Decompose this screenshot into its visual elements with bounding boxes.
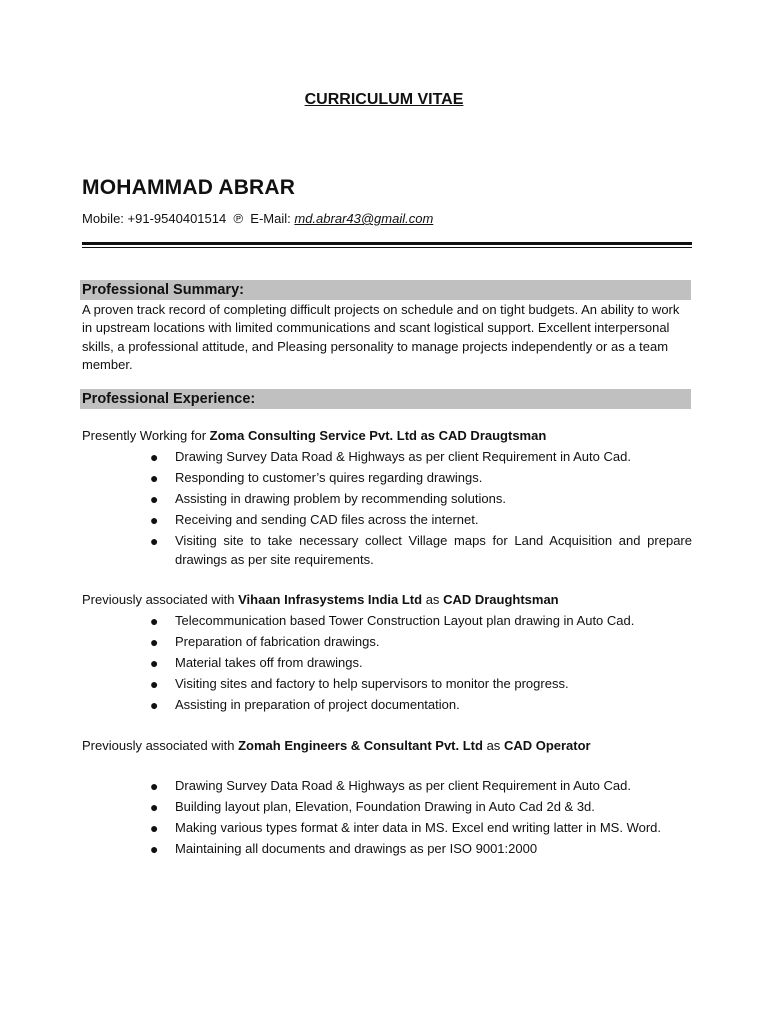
list-item: ● Assisting in drawing problem by recommending solutions. (82, 490, 692, 508)
bullet-icon: ● (150, 799, 159, 816)
list-item: ● Visiting site to take necessary collect Village maps for Land Acquisition and prepare drawings as per site requirements. (150, 533, 692, 567)
list-item: ● Building layout plan, Elevation, Foundation Drawing in Auto Cad 2d & 3d. (82, 798, 692, 816)
bullet-icon: ● (150, 613, 159, 630)
job-header (82, 737, 692, 755)
phone-symbol-icon: ℗ (233, 211, 244, 226)
summary-heading: Professional Summary: (80, 280, 691, 300)
contact-line (82, 210, 433, 228)
list-item: ● Responding to customer’s quires regarding drawings. (82, 469, 692, 487)
mobile-number: +91-9540401514 (127, 211, 227, 226)
summary-text: A proven track record of completing difficult projects on schedule and on tight budgets. An ability to work in upstream locations with limited communications and scant logistical support. Excellent interpersonal skills, a professional attitude, and Pleasing personality to manage projects independently or as a team member. (82, 302, 680, 373)
candidate-name: MOHAMMAD ABRAR (82, 176, 296, 199)
list-item: ● Drawing Survey Data Road & Highways as per client Requirement in Auto Cad. (82, 448, 692, 466)
bullet-icon: ● (150, 491, 159, 508)
header-divider (82, 242, 692, 252)
list-item: ● Visiting sites and factory to help supervisors to monitor the progress. (82, 675, 692, 693)
job-prefix: Presently Working for (82, 428, 207, 443)
duty-list (82, 612, 692, 714)
job-as: as (425, 592, 440, 607)
bullet-icon: ● (150, 634, 159, 651)
bullet-icon: ● (150, 449, 159, 466)
bullet-icon: ● (150, 512, 159, 529)
job-entry (82, 591, 692, 717)
experience-heading: Professional Experience: (80, 389, 691, 409)
bullet-icon: ● (150, 778, 159, 795)
list-item: ● Maintaining all documents and drawings as per ISO 9001:2000 (82, 840, 692, 858)
job-company: Vihaan Infrasystems India Ltd (238, 592, 423, 607)
mobile-label: Mobile: (82, 211, 124, 226)
email-link[interactable]: md.abrar43@gmail.com (294, 211, 434, 226)
bullet-icon: ● (150, 676, 159, 693)
job-prefix: Previously associated with (82, 592, 235, 607)
list-item: ● Making various types format & inter data in MS. Excel end writing latter in MS. Word. (82, 819, 692, 837)
bullet-icon: ● (150, 533, 159, 550)
email-label: E-Mail: (250, 211, 291, 226)
job-company: Zomah Engineers & Consultant Pvt. Ltd (238, 738, 483, 753)
list-item: ● Telecommunication based Tower Construction Layout plan drawing in Auto Cad. (82, 612, 692, 630)
list-item: ● Drawing Survey Data Road & Highways as per client Requirement in Auto Cad. (82, 777, 692, 795)
bullet-icon: ● (150, 841, 159, 858)
job-entry (82, 737, 692, 861)
list-item: ● Preparation of fabrication drawings. (82, 633, 692, 651)
bullet-icon: ● (150, 655, 159, 672)
job-header (82, 591, 692, 609)
duty-list (82, 448, 692, 569)
job-company: Zoma Consulting Service Pvt. Ltd as CAD Draugtsman (209, 428, 547, 443)
list-item: ● Material takes off from drawings. (82, 654, 692, 672)
bullet-icon: ● (150, 470, 159, 487)
job-role: CAD Operator (503, 738, 591, 753)
job-role: CAD Draughtsman (443, 592, 559, 607)
job-entry (82, 427, 692, 572)
bullet-icon: ● (150, 697, 159, 714)
document-title: CURRICULUM VITAE (304, 91, 464, 108)
job-prefix: Previously associated with (82, 738, 235, 753)
job-as: as (486, 738, 501, 753)
duty-list (82, 777, 692, 858)
list-item: ● Receiving and sending CAD files across the internet. (82, 511, 692, 529)
job-header (82, 427, 692, 445)
bullet-icon: ● (150, 820, 159, 837)
list-item: ● Assisting in preparation of project documentation. (82, 696, 692, 714)
